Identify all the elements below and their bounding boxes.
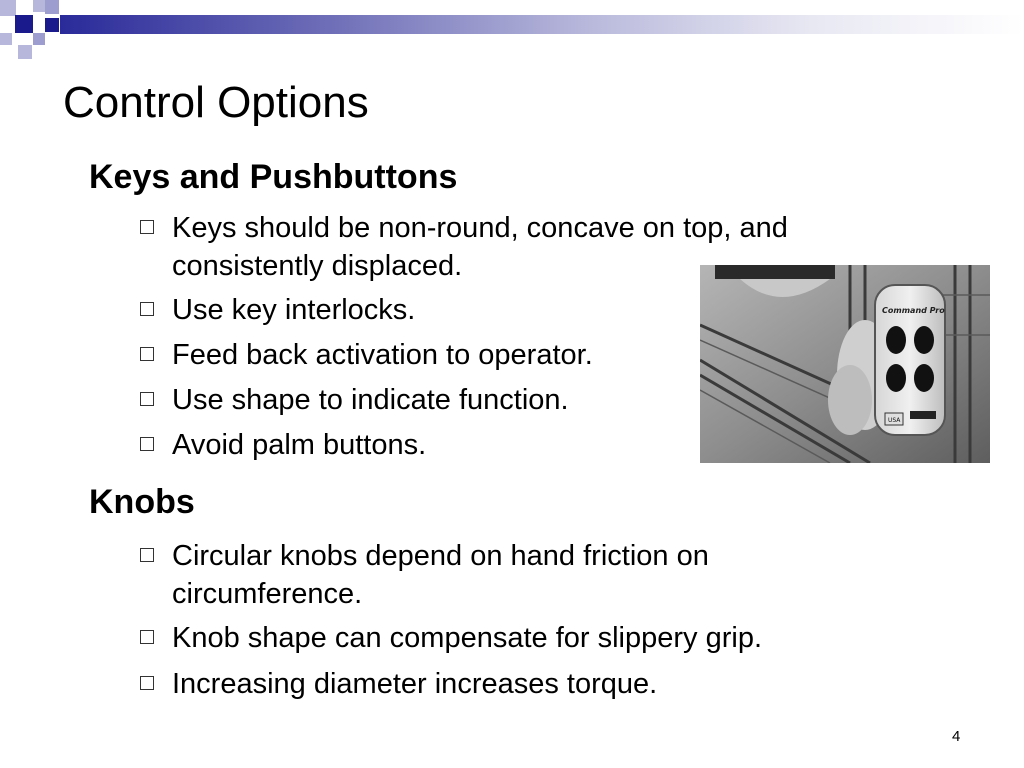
device-sublabel: USA [888,417,901,424]
page-number: 4 [952,728,961,745]
corner-square [0,0,16,16]
hollow-square-bullet-icon [140,676,154,690]
hollow-square-bullet-icon [140,302,154,316]
bullet-item: Feed back activation to operator. [140,336,910,374]
bullet-item: Keys should be non-round, concave on top, and consistently displaced. [140,209,910,285]
device-label: Command Pro [882,306,945,315]
slide-title: Control Options [63,78,369,127]
corner-square [45,18,59,32]
corner-square [15,15,33,33]
hollow-square-bullet-icon [140,347,154,361]
hollow-square-bullet-icon [140,548,154,562]
corner-square [33,33,45,45]
hollow-square-bullet-icon [140,392,154,406]
corner-square [45,0,59,14]
bullet-item: Use key interlocks. [140,291,910,329]
corner-square [18,45,32,59]
bullet-item: Increasing diameter increases torque. [140,665,910,703]
bullet-item: Use shape to indicate function. [140,381,910,419]
hollow-square-bullet-icon [140,220,154,234]
bullet-item: Knob shape can compensate for slippery grip. [140,619,910,657]
bullet-item: Avoid palm buttons. [140,426,910,464]
hollow-square-bullet-icon [140,437,154,451]
bullet-item: Circular knobs depend on hand friction on circumference. [140,537,840,613]
title-gradient-bar [60,15,1024,34]
corner-square [33,0,45,12]
pushbutton-controller-photo [700,265,990,463]
corner-square [0,33,12,45]
section-heading-knobs: Knobs [89,483,195,521]
section-heading-keys: Keys and Pushbuttons [89,158,458,196]
hollow-square-bullet-icon [140,630,154,644]
